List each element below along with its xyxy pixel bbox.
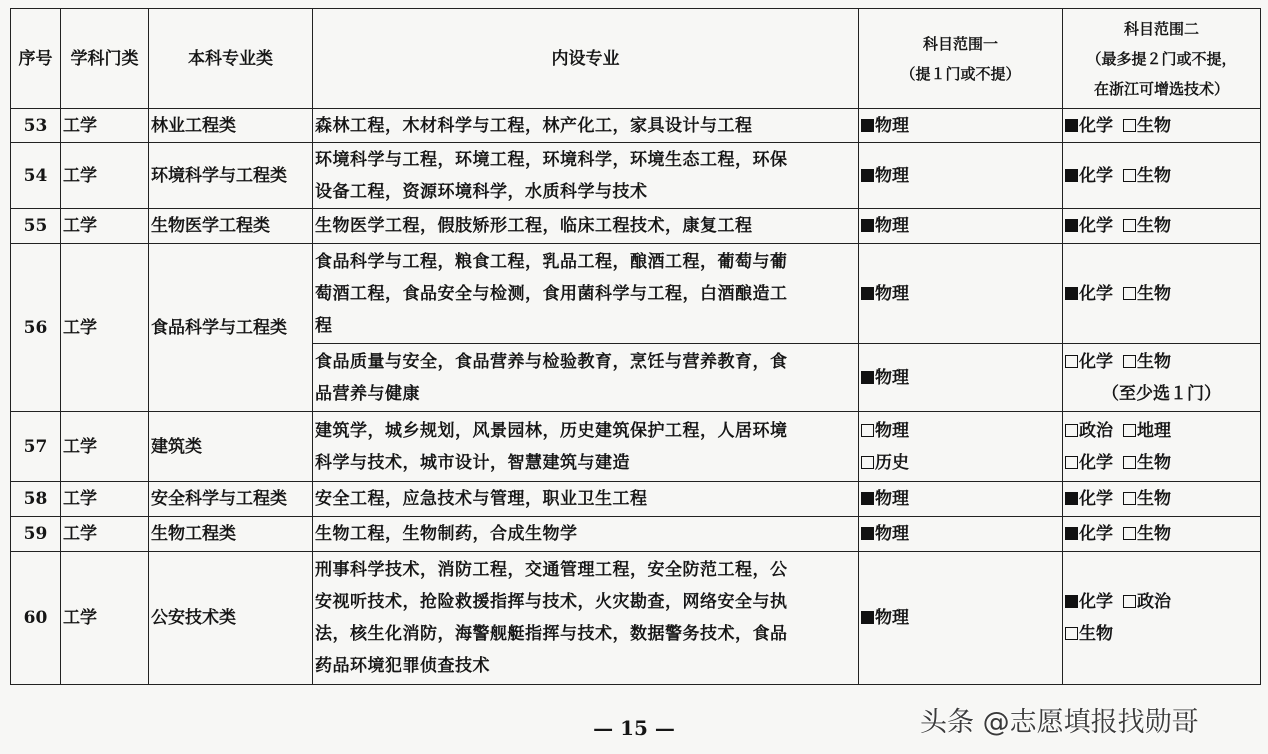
subject-label: 物理: [875, 216, 909, 236]
subject-option: [1123, 421, 1171, 441]
checked-box-icon: [1065, 219, 1078, 232]
subject-label: 物理: [875, 165, 909, 186]
row-category: 工学: [61, 412, 149, 482]
subject-label: 化学: [1079, 216, 1113, 236]
row-subject1: [859, 552, 1063, 685]
subject1-line: [861, 110, 1060, 142]
row-subject2: [1063, 517, 1261, 552]
row-majors: [313, 482, 859, 517]
row-number: 54: [11, 143, 61, 209]
subject1-line: [861, 415, 1060, 447]
subject2-line: [1065, 483, 1258, 515]
subject-option: [1065, 116, 1113, 136]
table-row: [11, 109, 1261, 143]
header-subject2-line: 科目范围二: [1123, 19, 1199, 38]
subject-label: 生物: [1137, 283, 1171, 304]
header-category: 学科门类: [61, 9, 149, 109]
subject-option: [861, 216, 909, 236]
row-number: 55: [11, 209, 61, 244]
unchecked-box-icon: [1065, 424, 1078, 437]
checked-box-icon: [861, 169, 874, 182]
row-majors: [313, 517, 859, 552]
row-subject1: [859, 412, 1063, 482]
row-number: 53: [11, 109, 61, 143]
subject-label: 地理: [1137, 420, 1171, 441]
row-number: 60: [11, 552, 61, 685]
subject-label: 化学: [1079, 115, 1113, 136]
subject-option: [1065, 592, 1113, 612]
table-row: [11, 244, 1261, 344]
subject-label: 化学: [1079, 524, 1113, 544]
subject-label: 生物: [1079, 624, 1113, 644]
subject-label: 生物: [1137, 115, 1171, 136]
subject-label: 物理: [875, 420, 909, 441]
row-number: 56: [11, 244, 61, 412]
row-subject1: [859, 482, 1063, 517]
subject2-note: （至少选１门）: [1102, 383, 1221, 404]
subject2-line: [1065, 415, 1258, 447]
majors-line: 建筑学，城乡规划，风景园林，历史建筑保护工程，人居环境: [315, 420, 788, 441]
row-class: 建筑类: [149, 412, 313, 482]
subject-label: 生物: [1137, 351, 1171, 372]
header-majors: 内设专业: [313, 9, 859, 109]
table-row: [11, 143, 1261, 209]
unchecked-box-icon: [1123, 119, 1136, 132]
watermark: 头条 @志愿填报找勋哥: [920, 707, 1199, 738]
checked-box-icon: [861, 219, 874, 232]
row-majors: [313, 244, 859, 344]
row-subject1: [859, 143, 1063, 209]
row-subject1: [859, 109, 1063, 143]
unchecked-box-icon: [1123, 595, 1136, 608]
page-number: — 15 —: [593, 716, 675, 740]
subject-option: [1065, 421, 1113, 441]
subject-label: 物理: [875, 524, 909, 544]
unchecked-box-icon: [1123, 287, 1136, 300]
row-subject2: [1063, 143, 1261, 209]
checked-box-icon: [1065, 119, 1078, 132]
subject-label: 生物: [1137, 489, 1171, 509]
table-row: [11, 552, 1261, 685]
row-number: 58: [11, 482, 61, 517]
subject-label: 物理: [875, 115, 909, 136]
subject-option: [861, 489, 909, 509]
subject2-line: [1065, 210, 1258, 242]
majors-line: 刑事科学技术，消防工程，交通管理工程，安全防范工程，公: [315, 560, 788, 580]
subject-label: 化学: [1079, 592, 1113, 612]
unchecked-box-icon: [1065, 627, 1078, 640]
table-row: [11, 412, 1261, 482]
checked-box-icon: [861, 287, 874, 300]
subject2-line: [1065, 110, 1258, 142]
majors-line: 法，核生化消防，海警舰艇指挥与技术，数据警务技术，食品: [315, 624, 788, 644]
row-class: 环境科学与工程类: [149, 143, 313, 209]
subject-label: 化学: [1079, 165, 1113, 186]
unchecked-box-icon: [1065, 456, 1078, 469]
subject1-line: [861, 602, 1060, 634]
subject-option: [861, 166, 909, 186]
row-majors: [313, 552, 859, 685]
row-category: 工学: [61, 109, 149, 143]
row-category: 工学: [61, 552, 149, 685]
subject-option: [1065, 284, 1113, 304]
majors-line: 程: [315, 315, 333, 336]
row-majors: [313, 209, 859, 244]
row-subject1: [859, 209, 1063, 244]
header-subject2-line: （最多提２门或不提，: [1086, 49, 1237, 68]
header-subject1-line: 科目范围一: [922, 34, 998, 53]
majors-line: 食品科学与工程，粮食工程，乳品工程，酿酒工程，葡萄与葡: [315, 251, 788, 272]
majors-line: 环境科学与工程，环境工程，环境科学，环境生态工程，环保: [315, 149, 788, 170]
subject2-line: [1065, 518, 1258, 550]
checked-box-icon: [861, 527, 874, 540]
table-row: [11, 482, 1261, 517]
header-row: [11, 9, 1261, 109]
majors-line: 药品环境犯罪侦查技术: [315, 656, 490, 676]
subject-option: [1065, 453, 1113, 473]
row-class: 安全科学与工程类: [149, 482, 313, 517]
subject1-line: [861, 483, 1060, 515]
table-row: [11, 209, 1261, 244]
table-row: [11, 517, 1261, 552]
subject2-line: [1065, 618, 1258, 650]
subject1-line: [861, 518, 1060, 550]
row-subject2: [1063, 552, 1261, 685]
subject-option: [1065, 166, 1113, 186]
subject-label: 化学: [1079, 489, 1113, 509]
subject1-line: [861, 447, 1060, 479]
header-subject2: [1063, 9, 1261, 109]
row-category: 工学: [61, 209, 149, 244]
majors-line: 安全工程，应急技术与管理，职业卫生工程: [315, 489, 648, 509]
majors-line: 萄酒工程，食品安全与检测，食用菌科学与工程，白酒酿造工: [315, 283, 788, 304]
row-subject2: [1063, 344, 1261, 412]
header-subject2-line: 在浙江可增选技术）: [1093, 79, 1229, 98]
subject-option: [1065, 524, 1113, 544]
subject-option: [861, 453, 909, 473]
unchecked-box-icon: [1065, 355, 1078, 368]
row-class: 林业工程类: [149, 109, 313, 143]
subject-option: [861, 116, 909, 136]
subject-label: 生物: [1137, 524, 1171, 544]
subject-label: 物理: [875, 608, 909, 628]
row-majors: [313, 412, 859, 482]
row-number: 57: [11, 412, 61, 482]
checked-box-icon: [861, 371, 874, 384]
row-category: 工学: [61, 517, 149, 552]
checked-box-icon: [1065, 595, 1078, 608]
row-subject2: [1063, 209, 1261, 244]
subject-option: [1123, 116, 1171, 136]
row-category: 工学: [61, 244, 149, 412]
row-class: 生物工程类: [149, 517, 313, 552]
row-subject1: [859, 344, 1063, 412]
subject1-line: [861, 362, 1060, 394]
subject-option: [1065, 624, 1113, 644]
subject-label: 化学: [1079, 452, 1113, 473]
subject-option: [1123, 489, 1171, 509]
majors-line: 品营养与健康: [315, 383, 420, 404]
row-subject2: [1063, 482, 1261, 517]
row-class: 公安技术类: [149, 552, 313, 685]
subject-option: [1123, 352, 1171, 372]
subject-option: [861, 608, 909, 628]
header-subject1-line: （提１门或不提）: [900, 64, 1021, 83]
subject2-line: [1065, 160, 1258, 192]
subject-label: 化学: [1079, 283, 1113, 304]
row-category: 工学: [61, 482, 149, 517]
row-subject2: [1063, 109, 1261, 143]
majors-line: 安视听技术，抢险救援指挥与技术，火灾勘查，网络安全与执: [315, 592, 788, 612]
row-majors: [313, 143, 859, 209]
checked-box-icon: [861, 119, 874, 132]
subject2-line: [1065, 278, 1258, 310]
checked-box-icon: [1065, 527, 1078, 540]
row-class: 食品科学与工程类: [149, 244, 313, 412]
subject-option: [1123, 524, 1171, 544]
subject-label: 物理: [875, 367, 909, 388]
subject-option: [861, 284, 909, 304]
unchecked-box-icon: [1123, 355, 1136, 368]
unchecked-box-icon: [861, 424, 874, 437]
row-category: 工学: [61, 143, 149, 209]
subject2-line: [1065, 346, 1258, 378]
unchecked-box-icon: [1123, 492, 1136, 505]
row-majors: [313, 109, 859, 143]
checked-box-icon: [1065, 169, 1078, 182]
subject-label: 化学: [1079, 351, 1113, 372]
subject-option: [1123, 284, 1171, 304]
subject-label: 生物: [1137, 452, 1171, 473]
subject-option: [1123, 453, 1171, 473]
subject-option: [861, 524, 909, 544]
row-subject2: [1063, 412, 1261, 482]
subject-option: [861, 421, 909, 441]
subject1-line: [861, 278, 1060, 310]
subject2-line: [1065, 586, 1258, 618]
row-class: 生物医学工程类: [149, 209, 313, 244]
subject1-line: [861, 160, 1060, 192]
subject-label: 物理: [875, 489, 909, 509]
unchecked-box-icon: [1123, 219, 1136, 232]
subject-label: 生物: [1137, 216, 1171, 236]
subject-option: [1123, 166, 1171, 186]
row-subject1: [859, 517, 1063, 552]
subject-option: [1065, 352, 1113, 372]
row-subject2: [1063, 244, 1261, 344]
unchecked-box-icon: [1123, 424, 1136, 437]
row-subject1: [859, 244, 1063, 344]
header-class: 本科专业类: [149, 9, 313, 109]
checked-box-icon: [861, 492, 874, 505]
unchecked-box-icon: [1123, 456, 1136, 469]
subject2-line: [1065, 447, 1258, 479]
unchecked-box-icon: [1123, 527, 1136, 540]
subject-option: [861, 368, 909, 388]
unchecked-box-icon: [1123, 169, 1136, 182]
subject-requirements-table: [10, 8, 1261, 685]
subject-label: 政治: [1137, 592, 1171, 612]
subject-label: 生物: [1137, 165, 1171, 186]
subject-label: 物理: [875, 283, 909, 304]
header-seq: 序号: [11, 9, 61, 109]
checked-box-icon: [1065, 287, 1078, 300]
majors-line: 食品质量与安全，食品营养与检验教育，烹饪与营养教育，食: [315, 351, 788, 372]
subject-option: [1123, 216, 1171, 236]
table-body: [11, 109, 1261, 685]
majors-line: 生物工程，生物制药，合成生物学: [315, 524, 578, 544]
checked-box-icon: [1065, 492, 1078, 505]
subject-label: 政治: [1079, 420, 1113, 441]
subject-label: 历史: [875, 452, 909, 473]
row-majors: [313, 344, 859, 412]
majors-line: 森林工程，木材科学与工程，林产化工，家具设计与工程: [315, 115, 753, 136]
subject-option: [1123, 592, 1171, 612]
checked-box-icon: [861, 611, 874, 624]
subject-option: [1065, 216, 1113, 236]
unchecked-box-icon: [861, 456, 874, 469]
header-subject1: [859, 9, 1063, 109]
majors-line: 科学与技术，城市设计，智慧建筑与建造: [315, 452, 630, 473]
subject1-line: [861, 210, 1060, 242]
majors-line: 设备工程，资源环境科学，水质科学与技术: [315, 181, 648, 202]
subject-option: [1065, 489, 1113, 509]
row-number: 59: [11, 517, 61, 552]
majors-line: 生物医学工程，假肢矫形工程，临床工程技术，康复工程: [315, 216, 753, 236]
